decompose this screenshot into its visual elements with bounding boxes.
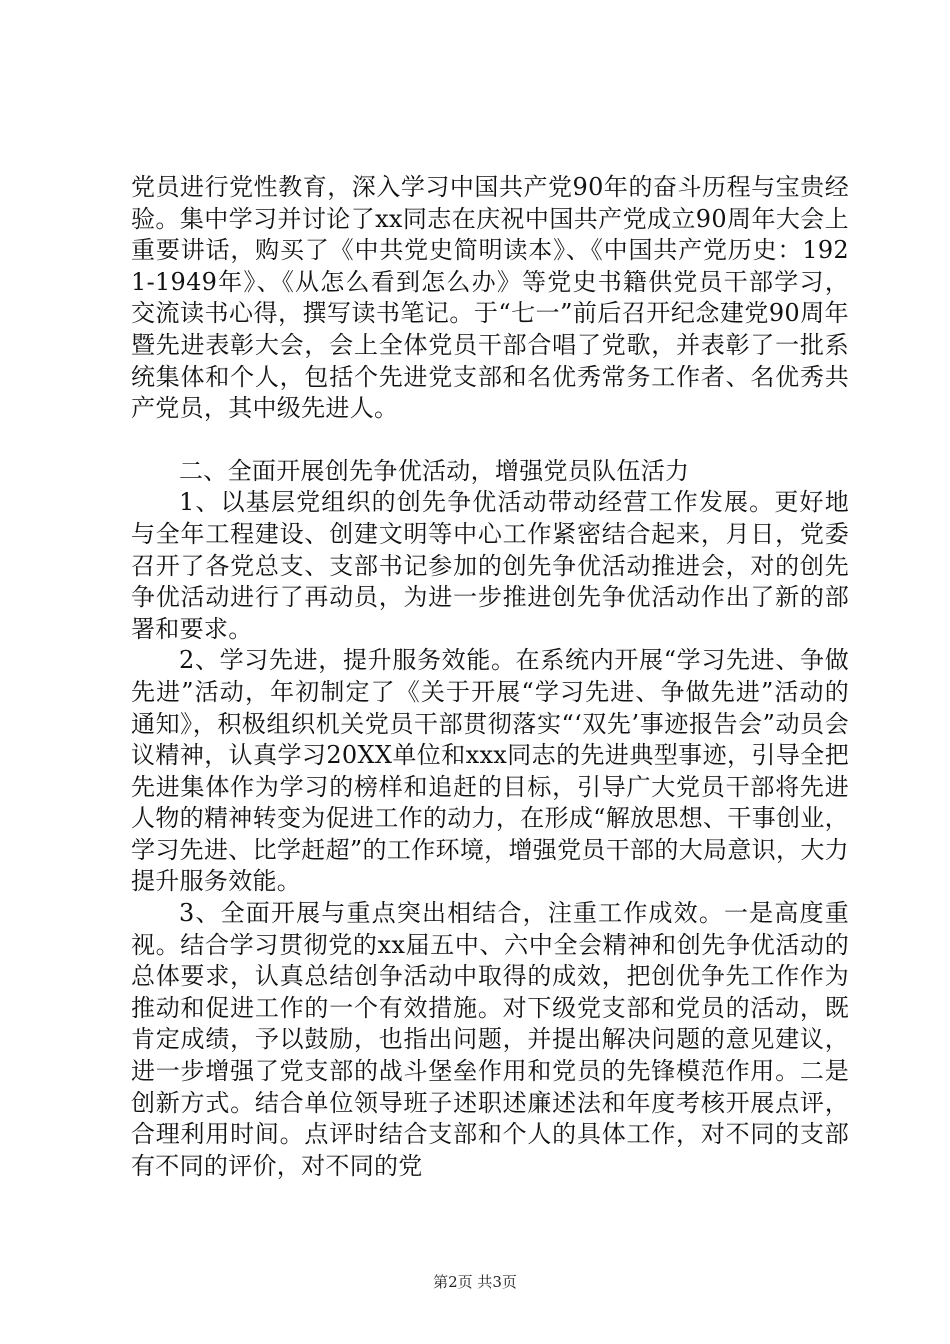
- paragraph-intro: 党员进行党性教育，深入学习中国共产党90年的奋斗历程与宝贵经验。集中学习并讨论了xx同志在庆祝中国共产党成立90周年大会上重要讲话，购买了《中共党史简明读本》、《中国共产党历史：1921-1949年》、《从怎么看到怎么办》等党史书籍供党员干部学习，交流读书心得，撰写读书笔记。于“七一”前后召开纪念建党90周年暨先进表彰大会，会上全体党员干部合唱了党歌，并表彰了一批系统集体和个人，包括个先进党支部和名优秀常务工作者、名优秀共产党员，其中级先进人。: [131, 173, 849, 423]
- section-heading-2: 二、全面开展创先争优活动，增强党员队伍活力: [179, 456, 690, 485]
- paragraph-item-3: 3、全面开展与重点突出相结合，注重工作成效。一是高度重视。结合学习贯彻党的xx届五中、六中全会精神和创先争优活动的总体要求，认真总结创争活动中取得的成效，把创优争先工作作为推动和促进工作的一个有效措施。对下级党支部和党员的活动，既肯定成绩，予以鼓励，也指出问题，并提出解决问题的意见建议，进一步增强了党支部的战斗堡垒作用和党员的先锋模范作用。二是创新方式。结合单位领导班子述职述廉述法和年度考核开展点评，合理利用时间。点评时结合支部和个人的具体工作，对不同的支部有不同的评价，对不同的党: [131, 899, 849, 1180]
- page-footer: [0, 1272, 950, 1292]
- document-body: [131, 172, 849, 1182]
- paragraph-item-2: 2、学习先进，提升服务效能。在系统内开展“学习先进、争做先进”活动，年初制定了《关于开展“学习先进、争做先进”活动的通知》，积极组织机关党员干部贯彻落实“‘双先’事迹报告会”动员会议精神，认真学习20XX单位和xxx同志的先进典型事迹，引导全把先进集体作为学习的榜样和追赶的目标，引导广大党员干部将先进人物的精神转变为促进工作的动力，在形成“解放思想、干事创业，学习先进、比学赶超”的工作环境，增强党员干部的大局意识，大力提升服务效能。: [131, 646, 849, 896]
- page-number-label: 第2页 共3页: [433, 1273, 517, 1291]
- paragraph-item-1: 1、以基层党组织的创先争优活动带动经营工作发展。更好地与全年工程建设、创建文明等中心工作紧密结合起来，月日，党委召开了各党总支、支部书记参加的创先争优活动推进会，对的创先争优活动进行了再动员，为进一步推进创先争优活动作出了新的部署和要求。: [131, 488, 849, 643]
